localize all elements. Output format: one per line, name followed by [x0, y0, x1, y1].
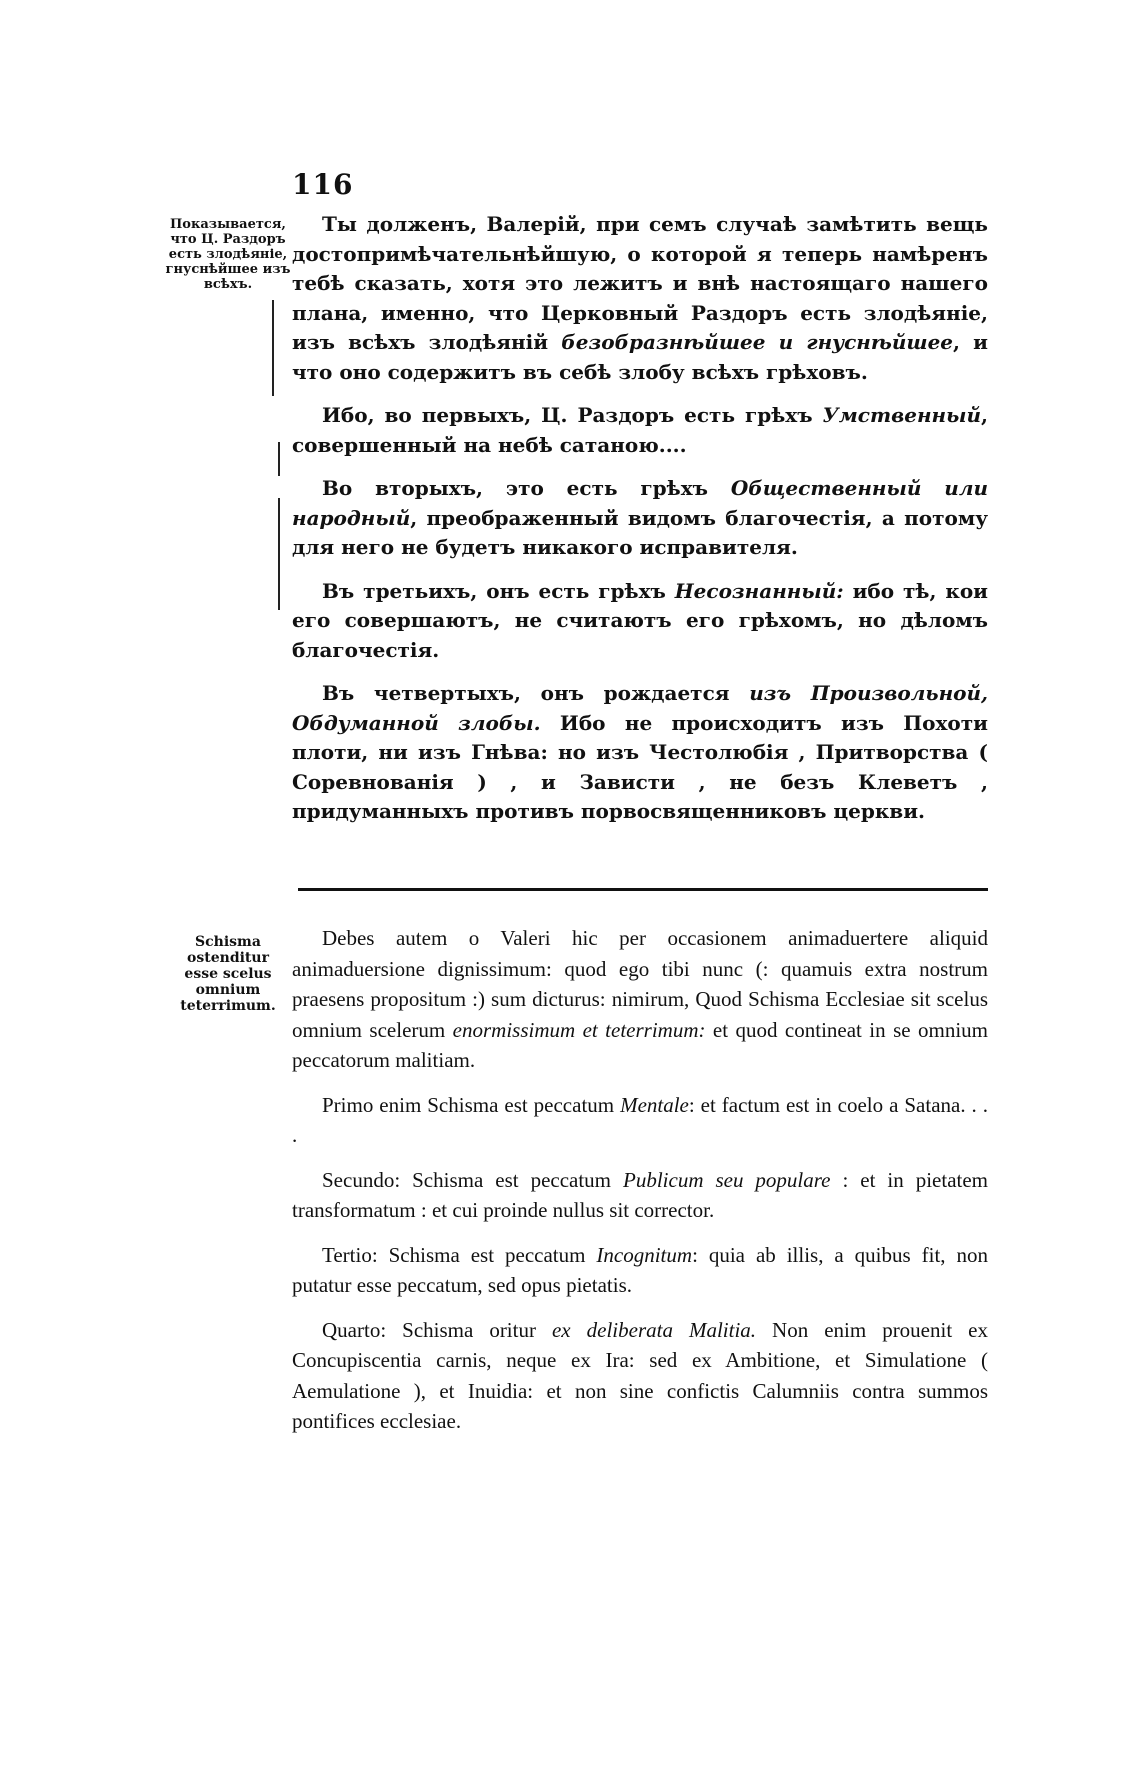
latin-emphasis: Incognitum [596, 1242, 693, 1267]
latin-margin-note: Schisma ostenditur esse scelus omnium teterrimum. [180, 934, 276, 1014]
russian-emphasis: Общественный или народный [292, 476, 988, 530]
russian-text: , и что оно содержитъ въ себѣ злобу всѣхъ грѣховъ. [292, 330, 988, 384]
russian-paragraph [292, 210, 988, 387]
margin-bracket [278, 442, 286, 476]
russian-text: Ибо не происходитъ изъ Похоти плоти, ни изъ Гнѣва: но изъ Честолюбія , Притворства ( Соревнованія ) , и Зависти , не безъ Клеветъ , придуманныхъ противъ порвосвященниковъ церкви. [292, 710, 989, 823]
russian-paragraph [292, 401, 988, 460]
russian-emphasis: изъ Произвольной, Обдуманной злобы. [292, 681, 988, 735]
latin-text: Debes autem o Valeri hic per occasionem animaduertere aliquid animaduersione dignissimum: quod ego tibi nunc (: quamuis extra nostrum praesens propositum :) sum dicturus: nimirum, Quod Schisma Ecclesiae sit scelus omnium scelerum [292, 926, 988, 1042]
latin-text: : et factum est in coelo a Satana. . . . [292, 1092, 988, 1147]
latin-paragraph [292, 1240, 988, 1301]
latin-paragraph [292, 1165, 988, 1226]
latin-paragraph [292, 1315, 988, 1437]
section-divider [298, 888, 988, 891]
russian-margin-note: Показывается, что Ц. Раздоръ есть злодѣяніе, гнуснѣйшее изъ всѣхъ. [165, 217, 291, 292]
latin-emphasis: Publicum seu populare [623, 1167, 831, 1192]
latin-paragraph [292, 923, 988, 1076]
russian-text: ибо тѣ, кои его совершаютъ, не считаютъ его грѣхомъ, но дѣломъ благочестія. [292, 578, 989, 662]
russian-emphasis: безобразнѣйшее и гнуснѣйшее [561, 330, 954, 354]
russian-emphasis: Несознанный: [674, 578, 844, 603]
russian-text [292, 210, 988, 841]
latin-emphasis: Mentale [620, 1092, 689, 1117]
page-number: 116 [292, 168, 354, 201]
russian-paragraph [292, 679, 988, 827]
latin-text: Primo enim Schisma est peccatum [322, 1092, 621, 1117]
margin-bracket [278, 498, 286, 610]
russian-emphasis: Умственный [822, 403, 982, 427]
latin-text: Quarto: Schisma oritur [322, 1317, 552, 1342]
russian-text: Въ четвертыхъ, онъ рождается [322, 681, 750, 705]
latin-text: : et in pietatem transformatum : et cui proinde nullus sit corrector. [292, 1167, 989, 1222]
latin-emphasis: ex deliberata Malitia. [551, 1317, 757, 1342]
latin-text: Secundo: Schisma est peccatum [322, 1167, 623, 1192]
latin-text: : quia ab illis, a quibus fit, non putatur esse peccatum, sed opus pietatis. [292, 1242, 988, 1297]
latin-text: Non enim prouenit ex Concupiscentia carnis, neque ex Ira: sed ex Ambitione, et Simulatione ( Aemulatione ), et Inuidia: et non sine confictis Calumniis contra summos pontifices ecclesiae. [292, 1317, 988, 1433]
russian-text: Въ третьихъ, онъ есть грѣхъ [322, 578, 675, 603]
russian-paragraph [292, 474, 988, 563]
latin-text: et quod contineat in se omnium peccatorum malitiam. [292, 1017, 988, 1072]
latin-emphasis: enormissimum et teterrimum: [452, 1017, 706, 1042]
russian-text: Ты долженъ, Валерій, при семъ случаѣ замѣтить вещь достопримѣчательнѣйшую, о которой я теперь намѣренъ тебѣ сказать, хотя это лежитъ и внѣ настоящаго нашего плана, именно, что Церковный Раздоръ есть злодѣяніе, изъ всѣхъ злодѣяній [292, 212, 988, 354]
latin-paragraph [292, 1090, 988, 1151]
russian-text: Во вторыхъ, это есть грѣхъ [322, 476, 731, 500]
russian-text: , преображенный видомъ благочестія, а потому для него не будетъ никакого исправителя. [292, 505, 988, 559]
latin-text [292, 923, 988, 1451]
latin-text: Tertio: Schisma est peccatum [322, 1242, 597, 1267]
russian-text: Ибо, во первыхъ, Ц. Раздоръ есть грѣхъ [322, 403, 823, 427]
margin-bracket [272, 300, 280, 396]
russian-paragraph [292, 577, 988, 666]
russian-text: , совершенный на небѣ сатаною.... [292, 403, 988, 457]
